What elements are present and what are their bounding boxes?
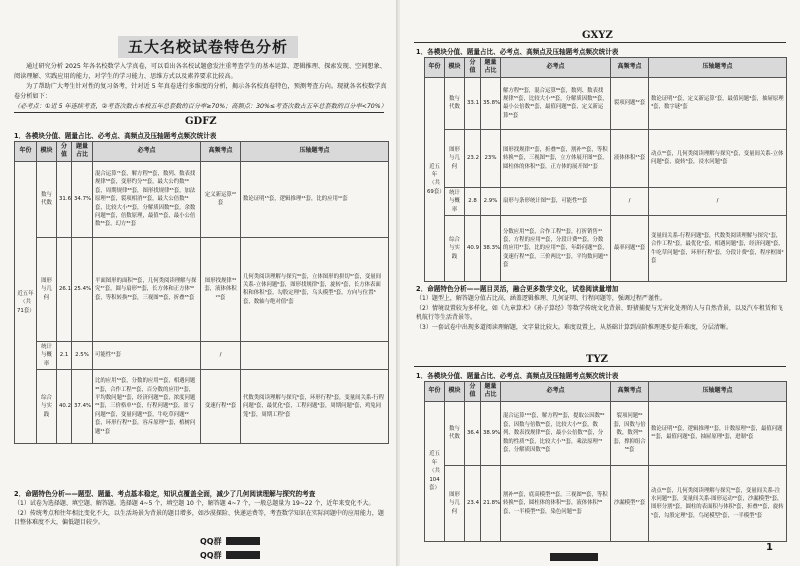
table-row xyxy=(15,161,389,237)
divider xyxy=(414,42,786,43)
frequent-cell: 裂项问题⁶⁹套，因数与倍数，数列⁵⁶套，撑抑组合⁵⁶套 xyxy=(611,401,649,465)
school-name-tyz: TYZ xyxy=(586,354,608,365)
year-cell: 近五年（共71套） xyxy=(15,161,37,443)
col-ratio: 题量占比 xyxy=(72,142,93,162)
intro xyxy=(14,62,388,112)
divider xyxy=(14,112,384,113)
ratio-cell: 34.7% xyxy=(72,161,93,237)
year-cell: 近五年（共69套） xyxy=(425,77,445,281)
module-cell: 综合与实践 xyxy=(445,216,465,282)
ratio-cell: 37.4% xyxy=(72,370,93,444)
tyz-table xyxy=(424,381,787,542)
intro-paragraph-2: 为了帮助广大考生针对性的复习备考，针对近 5 年真卷进行多维度的分析，揭示各名校真卷特色，预测考查方向。现就各名校数学真卷分析如下： xyxy=(14,83,387,100)
module-cell: 统计与概率 xyxy=(37,341,57,369)
score-cell: 40.2 xyxy=(57,370,72,444)
col-module: 模块 xyxy=(37,142,57,162)
frequent-cell: / xyxy=(201,341,241,369)
qq-label-1: QQ群 xyxy=(200,537,222,546)
col-final: 压轴题考点 xyxy=(649,382,787,402)
col-score: 分值 xyxy=(57,142,72,162)
score-cell: 2.1 xyxy=(57,341,72,369)
must-cell: 分数应用⁵⁸套，合作工程⁵⁵套，打折销售⁴¹套，方程的应用⁴⁰套，分段计费³⁶套，分数的应用³⁷套，比的应用³⁵套，年龄问题³⁰套，变速行程⁵⁸套，三价两比²⁷套，平均数问题²³套 xyxy=(501,216,611,282)
module-cell: 数与代数 xyxy=(445,401,465,465)
final-cell: 几何类阅读理解与探究³⁰套，立体图形的拼切³⁷套，变量间关系-立体问题⁶套，图形找规律⁵套，旋转⁴套，长方体表面积和体积³套，勾股定理³套，乌头模型³套，方向与位置³套，数轴与绝对值²套 xyxy=(241,237,389,341)
ratio-cell: 38.3% xyxy=(481,216,501,282)
final-cell: 动点⁸⁰套，几何类阅读理解与探究³⁰套，变量间关系-注水问题²²套，变量间关系-图形运动²⁰套，沙漏模型⁹套，图形分割⁹套，圆柱的表面积与体积⁶套，折叠¹⁸套，旋转⁵套，勾股定理⁵套，鸟尾模型⁵套，一半模型³套 xyxy=(649,465,787,541)
score-cell: 2.8 xyxy=(465,187,481,215)
ratio-cell: 25.4% xyxy=(72,237,93,341)
ratio-cell: 2.9% xyxy=(481,187,501,215)
intro-note: （必考点：①近 5 年连续考查，②考查次数占本校五年总套数的百分率≥70%；高频点：30%≤考查次数占五年总套数的百分率<70%） xyxy=(14,103,387,110)
table-row xyxy=(425,77,787,129)
must-cell: 混合运算⁷¹套，解方程⁵⁶套，数列、数表找规律⁵⁸套，变形约分⁵⁰套，最大公约数⁴⁹套，周期规律⁴⁸套，图形找规律⁴⁵套，加法原理⁴³套，裂项相消⁴²套，最大公倍数⁴¹套，比较大小³⁹套，分解质因数³⁹套，余数问题³⁶套，倍数原理，最值³⁵套，最小公倍数³⁴套，幻方³²套 xyxy=(93,161,201,237)
score-cell: 23.2 xyxy=(465,129,481,187)
tyz-section-1-heading: 1．各模块分值、题量占比、必考点、高频点及压轴题考点频次统计表 xyxy=(416,372,619,380)
must-cell: 解方程⁶⁹套，混合运算⁶⁹套，数列、数表找规律⁵⁵套，比较大小⁴⁸套，分解质因数⁴⁶套，最小公倍数⁴⁵套，最值问题³⁸套，定义新运算³⁶套 xyxy=(501,77,611,129)
col-frequent: 高频考点 xyxy=(611,382,649,402)
col-must: 必考点 xyxy=(501,58,611,78)
ratio-cell: 23% xyxy=(481,129,501,187)
col-ratio: 题量占比 xyxy=(481,58,501,78)
final-cell: 代数类阅读理解与探究⁶套，环形行程⁵套，变量间关系-行程问题⁴套，最优化⁴套，工程问题³套，周期问题³套，鸡兔同笼³套，周期工程²套 xyxy=(241,370,389,444)
gxyz-analysis-paragraph-3: （3）一套试卷中出现多道阅读理解题，文字量比较大。难度设置上，从基础计算到高阶推理逐步提升难度，分层清晰。 xyxy=(416,323,732,331)
page-title: 五大名校试卷特色分析 xyxy=(118,36,298,58)
table-row xyxy=(425,187,787,215)
frequent-cell: 裂项问题³²套 xyxy=(611,77,649,129)
ratio-cell: 2.5% xyxy=(72,341,93,369)
final-cell: 数论证明¹²套，定义新运算⁷套，最值问题⁴套，抽屉原理³套，数字谜²套 xyxy=(649,77,787,129)
score-cell: 31.6 xyxy=(57,161,72,237)
table-row xyxy=(15,370,389,444)
col-must: 必考点 xyxy=(501,382,611,402)
module-cell: 综合与实践 xyxy=(37,370,57,444)
score-cell: 23.4 xyxy=(465,465,481,541)
table-header-row xyxy=(425,58,787,78)
col-score: 分值 xyxy=(465,58,481,78)
frequent-cell: 液体体积²⁵套 xyxy=(611,129,649,187)
must-cell: 平面图形的面积³⁹套，几何类阅读理解与探究³⁷套，圆与扇形³⁶套，长方体和正方体⁵⁰套，等积转换³⁹套，三视图³⁸套，折叠³⁵套 xyxy=(93,237,201,341)
col-frequent: 高频考点 xyxy=(611,58,649,78)
col-must: 必考点 xyxy=(93,142,201,162)
col-year: 年份 xyxy=(425,382,445,402)
must-cell: 混合运算¹⁰⁴套，解方程⁹⁶套，提取公因数⁸⁹套，因数与倍数⁸⁵套，比较大小⁸²套，数列、数表找规律⁸⁰套，最小公倍数⁷⁸套，分数的性质⁷⁶套，比较大小⁷⁴套，乘法原理⁷³套，分解质因数⁷⁸套 xyxy=(501,401,611,465)
module-cell: 数与代数 xyxy=(445,77,465,129)
right-page xyxy=(400,0,800,566)
school-name-gxyz: GXYZ xyxy=(582,30,613,41)
ratio-cell: 21.8% xyxy=(481,465,501,541)
redaction-mark xyxy=(226,537,260,545)
final-cell: 变量间关系-行程问题⁸套，代数类阅读理解与探究⁷套，合作工程⁵套，最优化⁴套，相遇问题³套，经济问题³套，牛吃草问题²套，环形行程²套，分段计费²套，程序框图²套 xyxy=(649,216,787,282)
school-name-gdfz: GDFZ xyxy=(185,116,217,127)
frequent-cell: 沙漏模型³⁷套 xyxy=(611,465,649,541)
frequent-cell: 图形找规律³⁴套，液体体积²³套 xyxy=(201,237,241,341)
module-cell: 图形与几何 xyxy=(445,129,465,187)
gxyz-analysis-paragraph-2: （2）情境设置较为多样化，如《九章算术》《孙子算经》等数学传统文化背景、野猪捕捉与无害化处理的人与自然背景，以及汽车租赁和飞机航行等生活背景等。 xyxy=(416,304,783,322)
frequent-cell: 变速行程¹⁸套 xyxy=(201,370,241,444)
gdfz-analysis-paragraph-2: （2）传统考点和往年相比变化不大，以生活场景为背景的题目增多，如沙漠探险、快递运费等，考查数学知识在实际问题中的应用能力，题目整体难度不大，偏低题目较少。 xyxy=(14,509,384,527)
final-cell xyxy=(241,341,389,369)
gxyz-section-2-heading: 2．命题特色分析——题目灵活，融合更多数学文化，试卷阅读量增加 xyxy=(416,285,619,293)
table-row xyxy=(425,216,787,282)
left-page xyxy=(0,0,398,566)
frequent-cell: 定义新运算²²套 xyxy=(201,161,241,237)
frequent-cell: 最率问题¹⁹套 xyxy=(611,216,649,282)
ratio-cell: 38.9% xyxy=(481,401,501,465)
score-cell: 33.1 xyxy=(465,77,481,129)
must-cell: 扇形与条形统计图²⁰套，可能性²⁰套 xyxy=(501,187,611,215)
qq-label-2: QQ群 xyxy=(200,551,222,560)
frequent-cell: / xyxy=(611,187,649,215)
table-row xyxy=(425,401,787,465)
module-cell: 图形与几何 xyxy=(37,237,57,341)
ratio-cell: 35.8% xyxy=(481,77,501,129)
col-module: 模块 xyxy=(445,58,465,78)
redaction-mark xyxy=(550,553,598,561)
must-cell: 割补⁹⁸套，底高模型²⁸套，三视图⁸⁹套，等积转换⁸⁰套，圆柱体的体积⁶⁰套，液体体积⁵⁸套，一半模型²⁸套，染色问题¹⁰套 xyxy=(501,465,611,541)
table-header-row xyxy=(425,382,787,402)
gdfz-analysis xyxy=(14,490,388,528)
intro-paragraph-1: 通过研究分析 2025 年各名校数学入学真卷，可以看出各名校试题愈发注重考查学生的基本运算、逻辑推理、探索发现、空间想象、阅读理解、实践应用的能力，对学生的学习能力、思维方式以及素养要求比较高。 xyxy=(14,63,386,80)
module-cell: 图形与几何 xyxy=(445,465,465,541)
must-cell: 可能性²¹套 xyxy=(93,341,201,369)
module-cell: 统计与概率 xyxy=(445,187,465,215)
divider xyxy=(414,366,786,367)
gdfz-section-2-heading: 2．命题特色分析——题型、题量、考点基本稳定，知识点覆盖全面，减少了几何阅读理解与探究的考查 xyxy=(14,490,316,498)
gxyz-analysis-paragraph-1: （1）题型上，解答题分值占比高，涵盖逻辑推理、几何证明、行程问题等，强调过程严谨性。 xyxy=(416,295,666,303)
col-year: 年份 xyxy=(15,142,37,162)
final-cell: 数论证明¹⁸套，逻辑推理¹⁷套，计数原理¹⁴套，最值问题¹⁰套，最值问题⁶套，抽屉原理⁴套，进制⁴套 xyxy=(649,401,787,465)
score-cell: 40.9 xyxy=(465,216,481,282)
final-cell: 数论证明¹⁵套，逻辑推理¹⁴套，比的应用¹⁰套 xyxy=(241,161,389,237)
page-number: 1 xyxy=(766,542,773,553)
gdfz-section-1-heading: 1．各模块分值、题量占比、必考点、高频点及压轴题考点频次统计表 xyxy=(14,132,217,140)
table-row xyxy=(15,237,389,341)
module-cell: 数与代数 xyxy=(37,161,57,237)
col-year: 年份 xyxy=(425,58,445,78)
col-final: 压轴题考点 xyxy=(241,142,389,162)
col-ratio: 题量占比 xyxy=(481,382,501,402)
year-cell: 近五年（共104套） xyxy=(425,401,445,541)
final-cell: / xyxy=(649,187,787,215)
gdfz-analysis-paragraph-1: （1）试卷为选择题、填空题、解答题。选择题 4~5 个，填空题 10 个，解答题 4~7 个，一般总题量为 19~22 个，近年来变化不大。 xyxy=(14,500,375,508)
gdfz-table xyxy=(14,141,389,444)
final-cell: 动点³⁰套，几何类阅读理解与探究⁹套，变量间关系-立体问题⁶套，旋转³套，浸水问题³套 xyxy=(649,129,787,187)
col-final: 压轴题考点 xyxy=(649,58,787,78)
table-row xyxy=(425,129,787,187)
table-row xyxy=(15,341,389,369)
col-score: 分值 xyxy=(465,382,481,402)
table-row xyxy=(425,465,787,541)
must-cell: 比的应用⁵⁴套，分数的应用⁴⁰套，相遇问题⁴⁸套，合作工程⁴⁰套，百分数的应用⁴¹套，平均数问题³¹套，经济问题³⁰套，浓度问题²⁹套，三价格单¹⁰套，行程问题²⁸套，盈亏问题²⁶套，变量问题²³套，牛吃草问题²²套，环形行程²¹套，容斥原理²¹套，植树问题²¹套 xyxy=(93,370,201,444)
gxyz-section-1-heading: 1．各模块分值、题量占比、必考点、高频点及压轴题考点频次统计表 xyxy=(416,48,619,56)
must-cell: 图形找规律⁴⁷套，折叠³⁶套，割补³⁵套，等积转换³⁰套，三视图³⁰套，立方体展开图³⁰套，圆柱体的体积²⁵套，正方体的展开图²⁷套 xyxy=(501,129,611,187)
col-module: 模块 xyxy=(445,382,465,402)
col-frequent: 高频考点 xyxy=(201,142,241,162)
table-header-row xyxy=(15,142,389,162)
score-cell: 26.1 xyxy=(57,237,72,341)
gxyz-analysis xyxy=(416,285,786,332)
score-cell: 36.4 xyxy=(465,401,481,465)
redaction-mark xyxy=(226,551,260,559)
gxyz-table xyxy=(424,57,787,282)
